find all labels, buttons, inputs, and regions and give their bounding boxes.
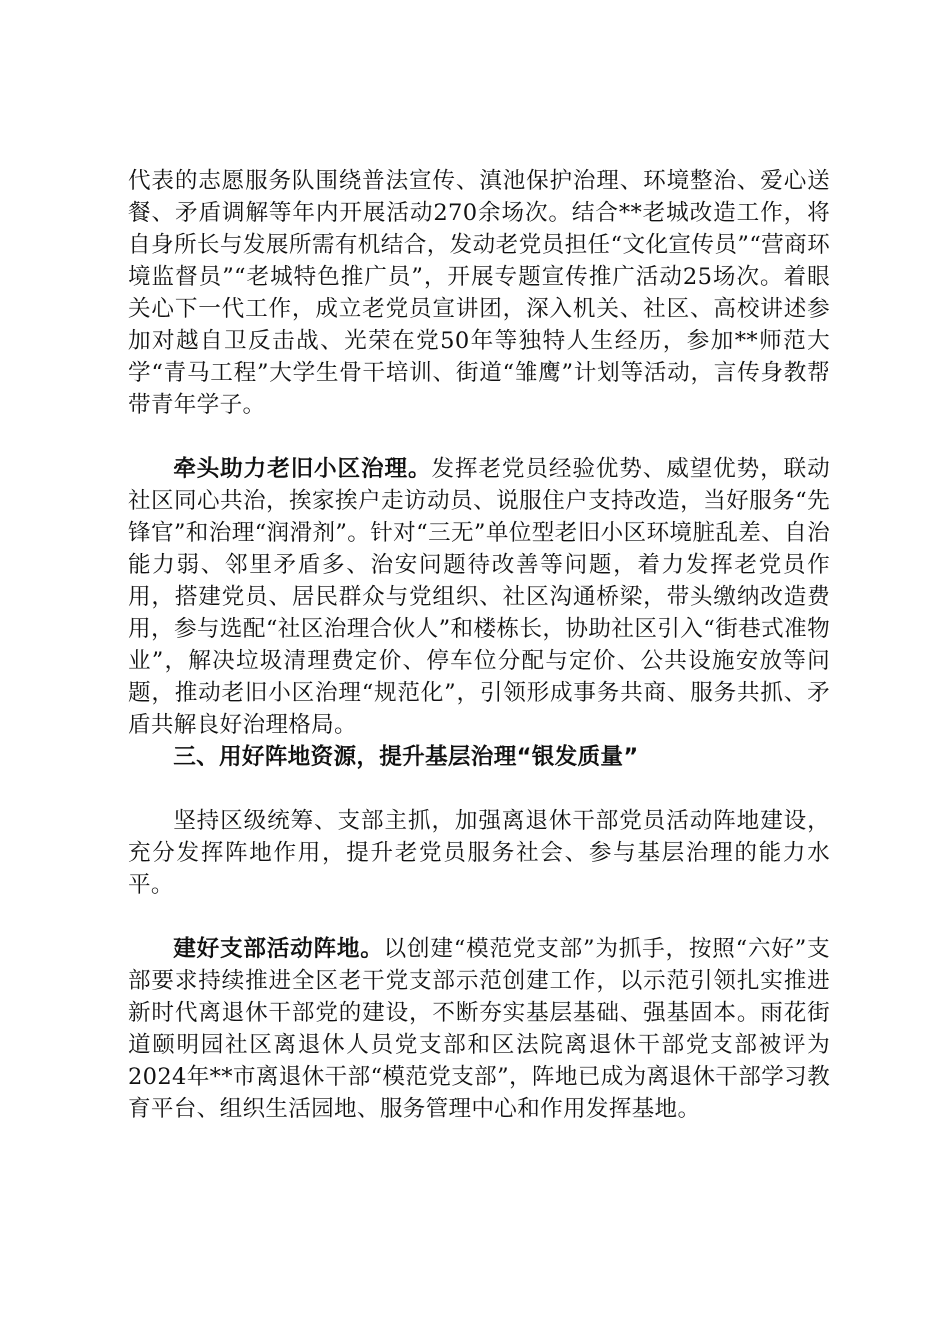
paragraph-branch-activity-base — [128, 933, 830, 1125]
paragraph-old-community-governance — [128, 453, 830, 741]
section-heading-three: 三、用好阵地资源，提升基层治理“银发质量” — [173, 744, 639, 770]
paragraph-lead: 牵头助力老旧小区治理。 — [173, 456, 432, 482]
paragraph-text: 发挥老党员经验优势、威望优势，联动社区同心共治，挨家挨户走访动员、说服住户支持改造，当好服务“先锋官”和治理“润滑剂”。针对“三无”单位型老旧小区环境脏乱差、自治能力弱、邻里矛盾多、治安问题待改善等问题，着力发挥老党员作用，搭建党员、居民群众与党组织、社区沟通桥梁，带头缴纳改造费用，参与选配“社区治理合伙人”和楼栋长，协助社区引入“街巷式准物业”，解决垃圾清理费定价、停车位分配与定价、公共设施安放等问题，推动老旧小区治理“规范化”，引领形成事务共商、服务共抓、矛盾共解良好治理格局。 — [128, 456, 830, 738]
paragraph-volunteer-service — [128, 165, 830, 421]
paragraph-text: 代表的志愿服务队围绕普法宣传、滇池保护治理、环境整治、爱心送餐、矛盾调解等年内开展活动270余场次。结合**老城改造工作，将自身所长与发展所需有机结合，发动老党员担任“文化宣传员”“营商环境监督员”“老城特色推广员”，开展专题宣传推广活动25场次。着眼关心下一代工作，成立老党员宣讲团，深入机关、社区、高校讲述参加对越自卫反击战、光荣在党50年等独特人生经历，参加**师范大学“青马工程”大学生骨干培训、街道“雏鹰”计划等活动，言传身教帮带青年学子。 — [128, 168, 830, 418]
document-body — [128, 165, 830, 1125]
paragraph-text: 坚持区级统筹、支部主抓，加强离退休干部党员活动阵地建设，充分发挥阵地作用，提升老党员服务社会、参与基层治理的能力水平。 — [128, 808, 830, 898]
paragraph-district-coordination — [128, 805, 830, 901]
paragraph-lead: 建好支部活动阵地。 — [173, 936, 384, 962]
paragraph-text: 以创建“模范党支部”为抓手，按照“六好”支部要求持续推进全区老干党支部示范创建工作，以示范引领扎实推进新时代离退休干部党的建设，不断夯实基层基础、强基固本。雨花街道颐明园社区离退休人员党支部和区法院离退休干部党支部被评为2024年**市离退休干部“模范党支部”，阵地已成为离退休干部学习教育平台、组织生活园地、服务管理中心和作用发挥基地。 — [128, 936, 830, 1122]
